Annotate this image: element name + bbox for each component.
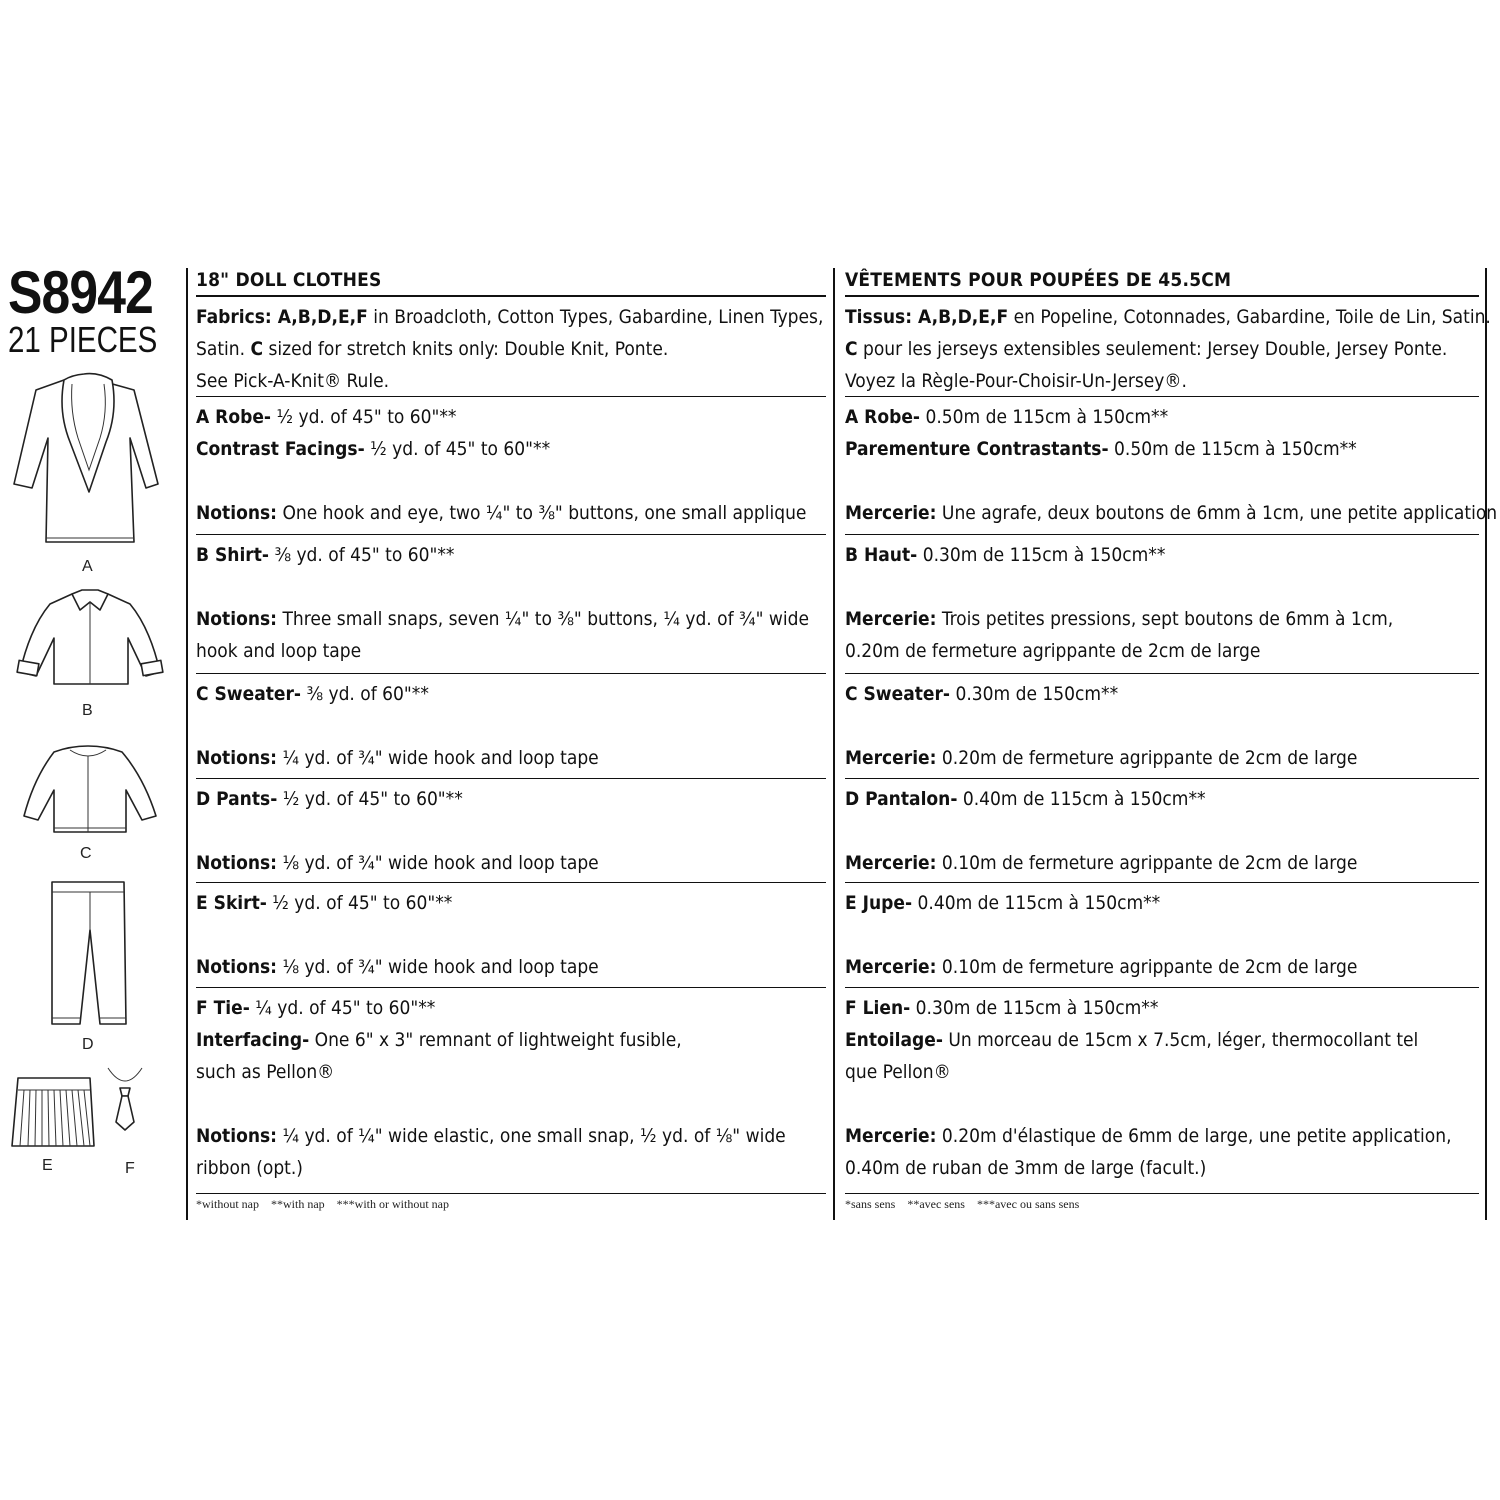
view-c-sweater-illustration [14,742,164,837]
view-f-tie-illustration [100,1064,150,1134]
english-f-notions-line2: ribbon (opt.) [196,1157,303,1179]
english-a-label: A Robe- [196,406,272,428]
french-fabrics-line2a: C [845,338,858,360]
french-requirements-column [845,266,1498,1211]
english-d-notions-value: ⅛ yd. of ¾" wide hook and loop tape [277,852,599,874]
english-b-label: B Shirt- [196,544,270,566]
english-footnote: *without nap **with nap ***with or without nap [196,1197,449,1211]
french-title: VÊTEMENTS POUR POUPÉES DE 45.5CM [845,266,1479,297]
french-b-label: B Haut- [845,544,918,566]
french-b-notions-line2: 0.20m de fermeture agrippante de 2cm de large [845,640,1261,662]
english-e-notions-label: Notions: [196,956,278,978]
french-d-label: D Pantalon- [845,788,958,810]
french-c-label: C Sweater- [845,683,951,705]
french-b-value: 0.30m de 115cm à 150cm** [917,544,1166,566]
french-f-notions-line2: 0.40m de ruban de 3mm de large (facult.) [845,1157,1207,1179]
english-view-d-row [196,779,826,883]
view-e-label: E [42,1157,53,1174]
french-d-notions-label: Mercerie: [845,852,937,874]
french-d-notions-value: 0.10m de fermeture agrippante de 2cm de large [936,852,1358,874]
english-f-interfacing-line1: One 6" x 3" remnant of lightweight fusible, [309,1029,682,1051]
english-view-c-row [196,674,826,779]
french-footnote: *sans sens **avec sens ***avec ou sans sens [845,1197,1080,1211]
french-fabrics-row [845,297,1491,397]
french-f-value: 0.30m de 115cm à 150cm** [910,997,1159,1019]
english-fabrics-label: Fabrics: A,B,D,E,F [196,306,368,328]
french-view-b-row [845,535,1479,674]
french-c-notions-value: 0.20m de fermeture agrippante de 2cm de large [936,747,1358,769]
french-a-notions-label: Mercerie: [845,502,937,524]
english-e-value: ½ yd. of 45" to 60"** [266,892,453,914]
column-divider-left [186,268,188,1220]
english-a-notions-value: One hook and eye, two ¼" to ⅜" buttons, one small applique [277,502,807,524]
french-e-value: 0.40m de 115cm à 150cm** [912,892,1161,914]
view-d-label: D [82,1036,94,1053]
english-fabrics-row [196,297,826,397]
english-e-notions-value: ⅛ yd. of ¾" wide hook and loop tape [277,956,599,978]
french-fabrics-line1: en Popeline, Cotonnades, Gabardine, Toile de Lin, Satin. [1008,306,1491,328]
view-d-pants-illustration [40,878,140,1028]
french-fabrics-line2b: pour les jerseys extensibles seulement: Jersey Double, Jersey Ponte. [857,338,1448,360]
view-b-shirt-illustration [10,588,170,688]
english-f-interfacing-line2: such as Pellon® [196,1061,335,1083]
french-view-e-row [845,883,1479,988]
french-a-value: 0.50m de 115cm à 150cm** [920,406,1169,428]
french-fabrics-line3: Voyez la Règle-Pour-Choisir-Un-Jersey®. [845,370,1187,392]
english-f-interfacing-label: Interfacing- [196,1029,310,1051]
english-b-notions-label: Notions: [196,608,278,630]
pattern-number: S8942 [8,259,153,326]
column-divider-middle [833,268,835,1220]
french-b-notions-line1: Trois petites pressions, sept boutons de 6mm à 1cm, [936,608,1394,630]
english-e-label: E Skirt- [196,892,267,914]
english-a-value: ½ yd. of 45" to 60"** [271,406,457,428]
french-d-value: 0.40m de 115cm à 150cm** [957,788,1206,810]
view-c-label: C [80,845,92,862]
english-f-label: F Tie- [196,997,250,1019]
view-f-label: F [125,1160,135,1177]
french-b-notions-label: Mercerie: [845,608,937,630]
english-fabrics-line1: in Broadcloth, Cotton Types, Gabardine, Linen Types, [367,306,824,328]
english-view-b-row [196,535,826,674]
english-c-notions-value: ¼ yd. of ¾" wide hook and loop tape [277,747,599,769]
english-d-value: ½ yd. of 45" to 60"** [277,788,463,810]
french-view-f-row [845,988,1479,1194]
english-c-label: C Sweater- [196,683,302,705]
english-b-value: ⅜ yd. of 45" to 60"** [269,544,455,566]
english-d-notions-label: Notions: [196,852,278,874]
english-a-facings-label: Contrast Facings- [196,438,365,460]
french-f-interfacing-label: Entoilage- [845,1029,943,1051]
french-a-facings-label: Parementure Contrastants- [845,438,1109,460]
french-c-value: 0.30m de 150cm** [950,683,1119,705]
english-c-notions-label: Notions: [196,747,278,769]
english-view-f-row [196,988,826,1194]
french-view-c-row [845,674,1479,779]
french-f-notions-line1: 0.20m d'élastique de 6mm de large, une petite application, [936,1125,1452,1147]
english-fabrics-line2b: C [250,338,264,360]
english-f-notions-line1: ¼ yd. of ¼" wide elastic, one small snap, ½ yd. of ⅛" wide [277,1125,786,1147]
english-f-notions-label: Notions: [196,1125,278,1147]
french-a-label: A Robe- [845,406,921,428]
piece-count: 21 PIECES [8,319,158,360]
french-view-d-row [845,779,1479,883]
view-a-robe-illustration [6,372,166,552]
view-a-label: A [82,558,93,575]
french-e-notions-value: 0.10m de fermeture agrippante de 2cm de large [936,956,1358,978]
english-d-label: D Pants- [196,788,278,810]
english-c-value: ⅜ yd. of 60"** [301,683,429,705]
english-b-notions-line2: hook and loop tape [196,640,362,662]
view-b-label: B [82,702,93,719]
column-divider-right [1485,268,1487,1220]
french-fabrics-label: Tissus: A,B,D,E,F [845,306,1009,328]
english-a-notions-label: Notions: [196,502,278,524]
english-view-a-row [196,397,826,535]
english-fabrics-line2c: sized for stretch knits only: Double Knit, Ponte. [263,338,669,360]
french-view-a-row [845,397,1498,535]
english-title: 18" DOLL CLOTHES [196,266,826,297]
english-b-notions-line1: Three small snaps, seven ¼" to ⅜" buttons, ¼ yd. of ¾" wide [277,608,810,630]
french-f-label: F Lien- [845,997,911,1019]
english-fabrics-line2a: Satin. [196,338,251,360]
french-f-notions-label: Mercerie: [845,1125,937,1147]
french-f-interfacing-line1: Un morceau de 15cm x 7.5cm, léger, thermocollant tel [942,1029,1419,1051]
french-e-notions-label: Mercerie: [845,956,937,978]
french-f-interfacing-line2: que Pellon® [845,1061,951,1083]
english-view-e-row [196,883,826,988]
english-fabrics-line3: See Pick-A-Knit® Rule. [196,370,390,392]
view-e-skirt-illustration [8,1070,98,1160]
french-a-facings-value: 0.50m de 115cm à 150cm** [1108,438,1357,460]
french-c-notions-label: Mercerie: [845,747,937,769]
english-requirements-column [196,266,826,1211]
english-f-value: ¼ yd. of 45" to 60"** [249,997,436,1019]
english-a-facings-value: ½ yd. of 45" to 60"** [364,438,551,460]
french-a-notions-value: Une agrafe, deux boutons de 6mm à 1cm, une petite application [936,502,1498,524]
french-e-label: E Jupe- [845,892,913,914]
